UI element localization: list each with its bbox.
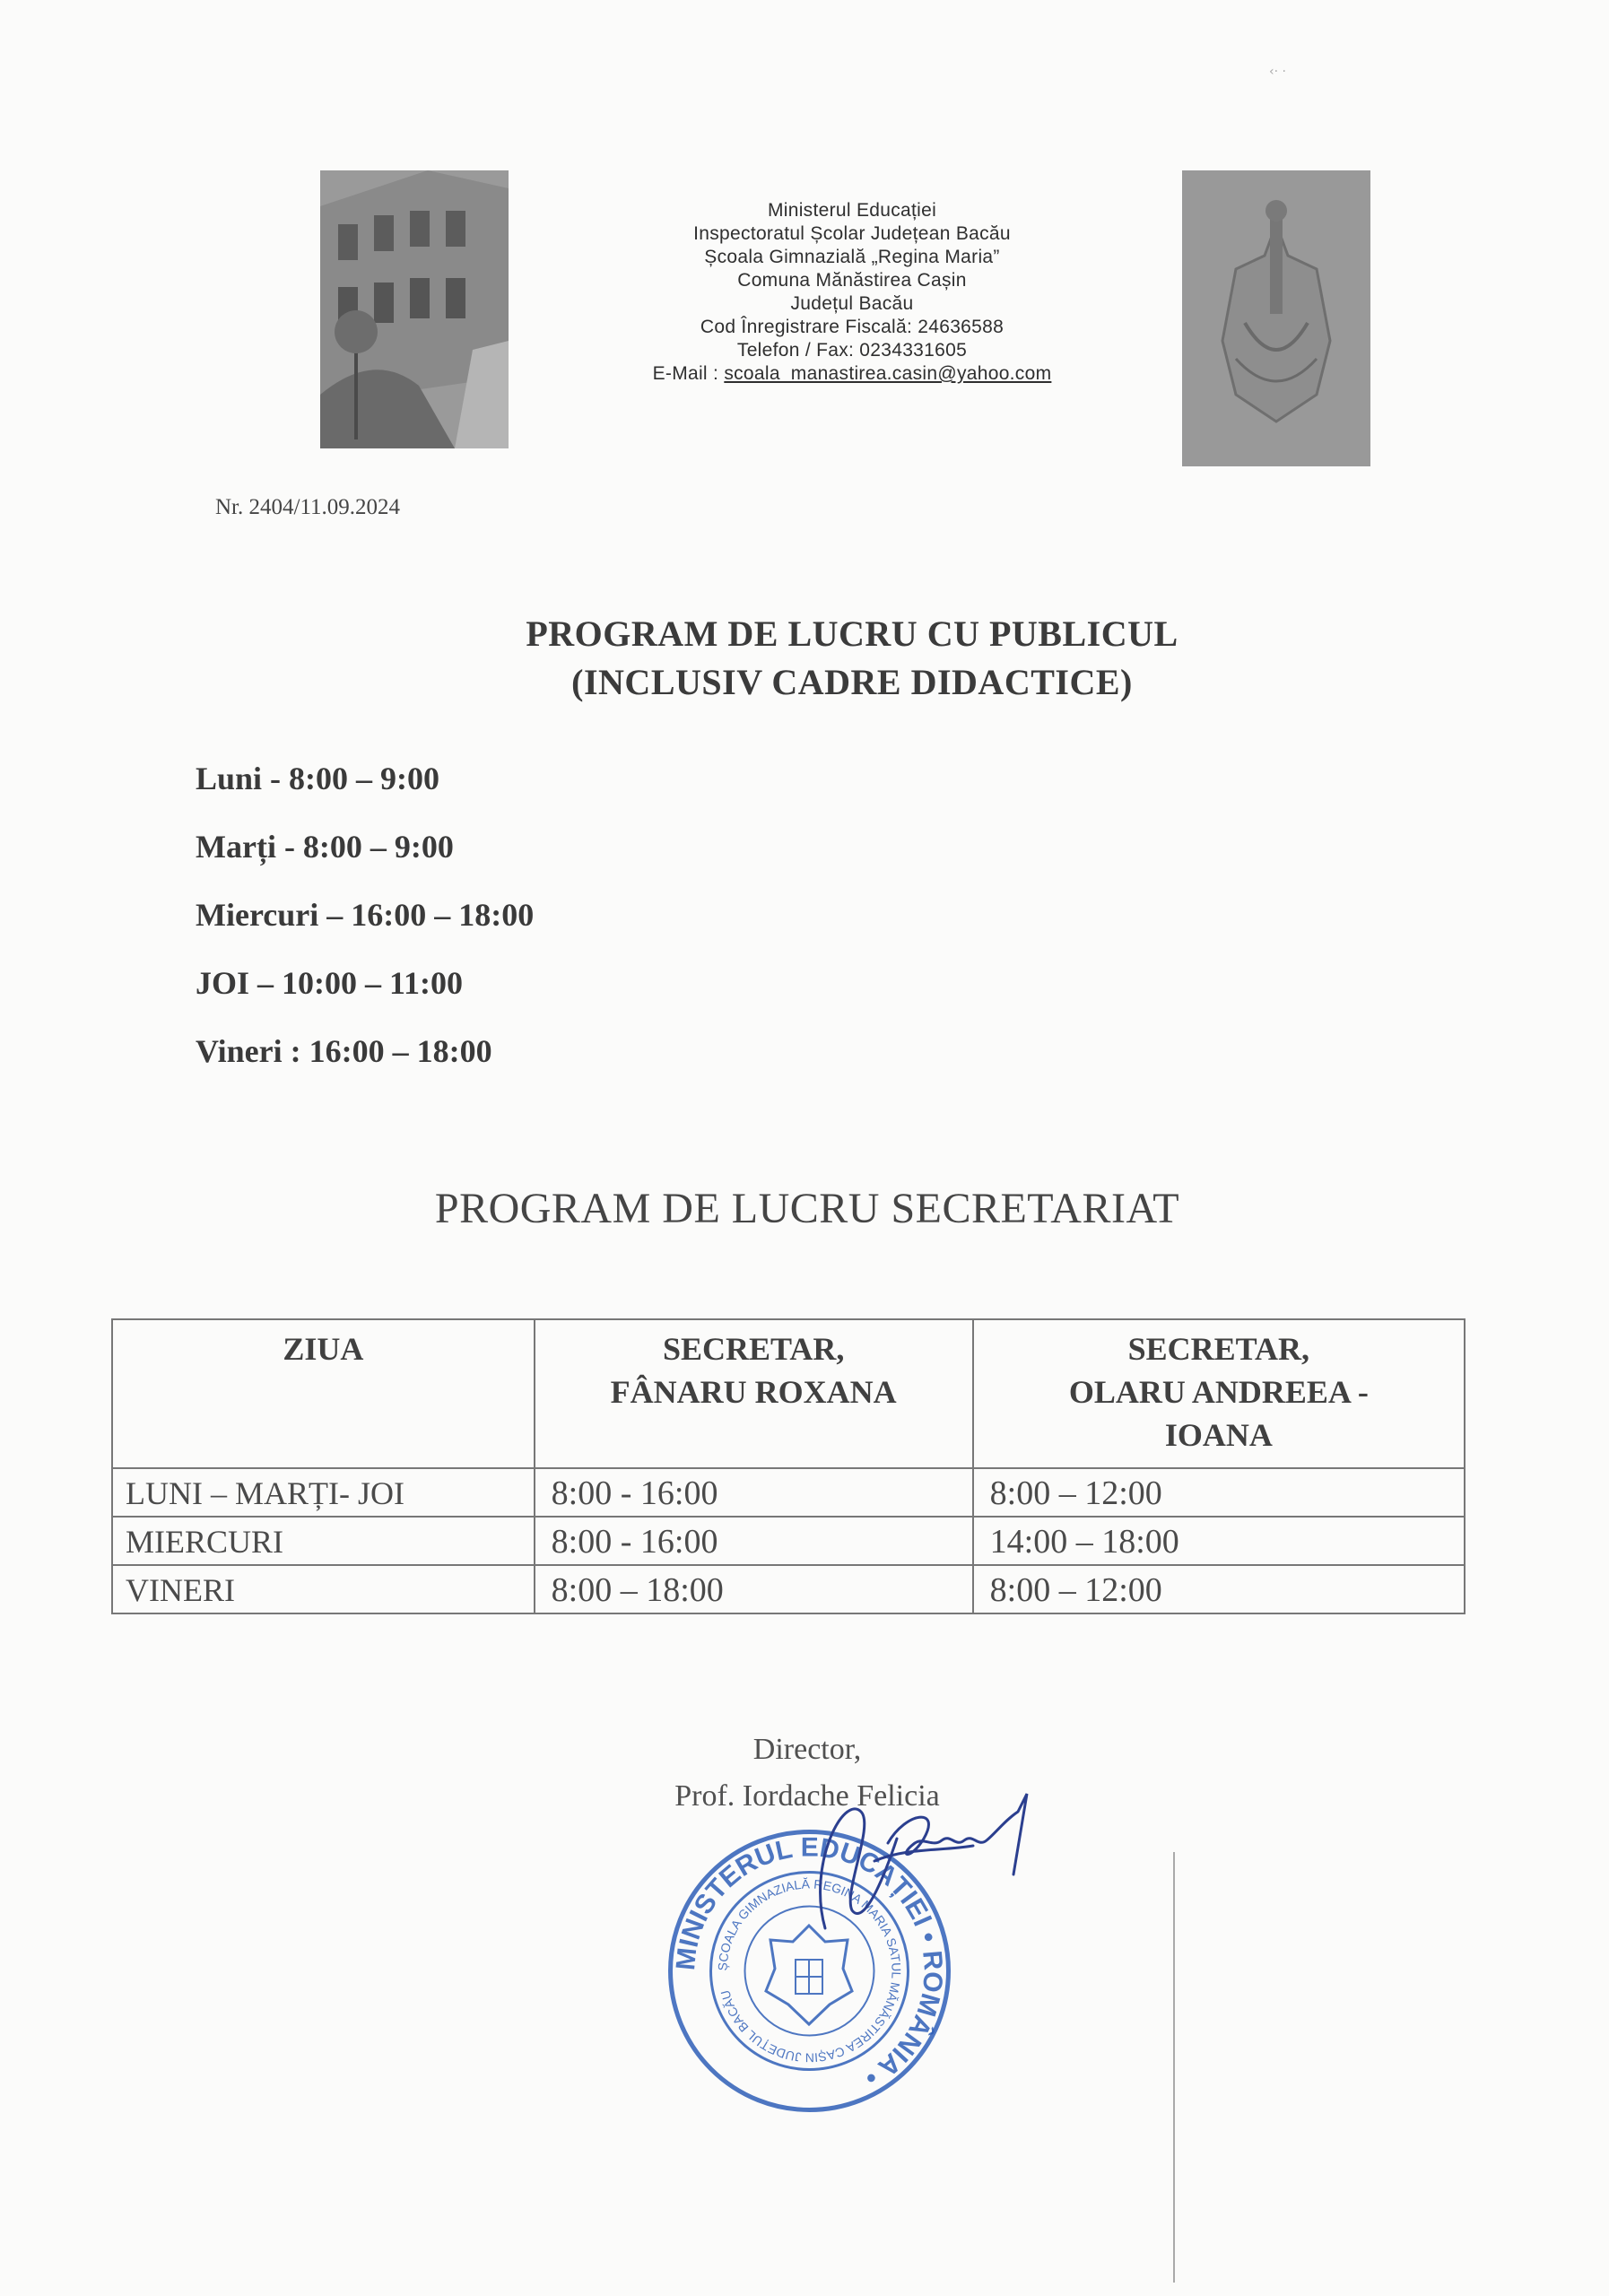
- table-row: [112, 1517, 1465, 1565]
- cell-secretary-1: 8:00 - 16:00: [535, 1468, 973, 1517]
- document-number: Nr. 2404/11.09.2024: [215, 495, 401, 519]
- coat-of-arms-icon: [766, 1926, 852, 2024]
- school-building-photo: [320, 170, 509, 448]
- schedule-row-monday: Luni - 8:00 – 9:00: [196, 761, 440, 796]
- signature-role: Director,: [752, 1733, 862, 1766]
- schedule-row-wednesday: Miercuri – 16:00 – 18:00: [196, 897, 535, 933]
- header-s1-line2: FÂNARU ROXANA: [610, 1374, 897, 1410]
- signature-name: Prof. Iordache Felicia: [674, 1779, 940, 1813]
- scan-mark: ‹· ·: [1269, 65, 1286, 79]
- cell-secretary-2: 8:00 – 12:00: [973, 1565, 1465, 1613]
- school-crest-emblem: [1182, 170, 1370, 466]
- email-label: E-Mail :: [652, 363, 725, 384]
- stamp-inner-text: ȘCOALA GIMNAZIALĂ REGINA MARIA SATUL MĂNĂSTIREA CAȘIN JUDEȚUL BACĂU: [715, 1876, 904, 2066]
- header-line-email: [556, 362, 1148, 386]
- secretariat-title: PROGRAM DE LUCRU SECRETARIAT: [434, 1185, 1180, 1232]
- cell-secretary-2: 14:00 – 18:00: [973, 1517, 1465, 1565]
- public-schedule-title: [323, 610, 1381, 707]
- institution-header: [556, 199, 1148, 386]
- cell-day: VINERI: [112, 1565, 535, 1613]
- table-row: [112, 1468, 1465, 1517]
- schedule-row-thursday: JOI – 10:00 – 11:00: [196, 965, 464, 1001]
- header-day-label: ZIUA: [283, 1331, 364, 1367]
- secretariat-table: [111, 1318, 1465, 1614]
- schedule-row-tuesday: Marți - 8:00 – 9:00: [196, 829, 454, 865]
- header-line-fiscal-code: Cod Înregistrare Fiscală: 24636588: [700, 317, 1005, 337]
- margin-line: [1173, 1852, 1175, 2283]
- header-s2-line1: SECRETAR,: [1127, 1331, 1310, 1367]
- public-schedule-list: [196, 752, 534, 1092]
- header-secretary-2: [973, 1319, 1465, 1468]
- header-line-ministry: Ministerul Educației: [767, 200, 937, 221]
- schedule-row-friday: Vineri : 16:00 – 18:00: [196, 1033, 492, 1069]
- header-line-school: Școala Gimnazială „Regina Maria”: [704, 247, 1000, 267]
- public-title-line1: PROGRAM DE LUCRU CU PUBLICUL: [526, 613, 1178, 654]
- cell-day: MIERCURI: [112, 1517, 535, 1565]
- table-header-row: [112, 1319, 1465, 1468]
- email-link[interactable]: scoala_manastirea.casin@yahoo.com: [724, 363, 1052, 384]
- handwritten-signature: [789, 1758, 1058, 1937]
- header-s2-line2: OLARU ANDREEA -: [1068, 1374, 1369, 1410]
- header-secretary-1: [535, 1319, 973, 1468]
- header-day: [112, 1319, 535, 1468]
- header-line-phone: Telefon / Fax: 0234331605: [736, 340, 968, 361]
- cell-secretary-2: 8:00 – 12:00: [973, 1468, 1465, 1517]
- cell-secretary-1: 8:00 – 18:00: [535, 1565, 973, 1613]
- header-s1-line1: SECRETAR,: [662, 1331, 845, 1367]
- header-line-commune: Comuna Mănăstirea Cașin: [737, 270, 967, 291]
- cell-day: LUNI – MARȚI- JOI: [112, 1468, 535, 1517]
- stamp-outer-text: MINISTERUL EDUCAȚIEI • ROMÂNIA •: [671, 1832, 948, 2093]
- header-line-inspectorate: Inspectoratul Școlar Județean Bacău: [693, 223, 1011, 244]
- public-title-line2: (INCLUSIV CADRE DIDACTICE): [571, 662, 1133, 702]
- cell-secretary-1: 8:00 - 16:00: [535, 1517, 973, 1565]
- header-line-county: Județul Bacău: [790, 293, 914, 314]
- header-s2-line3: IOANA: [1164, 1417, 1273, 1453]
- table-row: [112, 1565, 1465, 1613]
